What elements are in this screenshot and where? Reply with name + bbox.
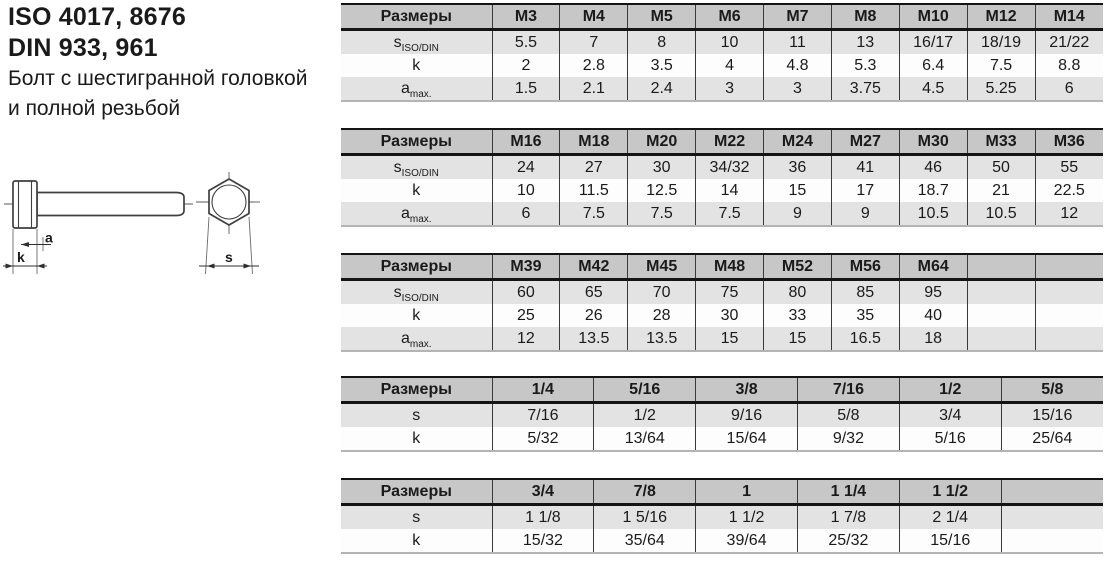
value-cell: 18.7	[899, 179, 967, 202]
value-cell: 1 7/8	[797, 505, 899, 530]
row-label-cell: $s_{ISO/DIN}$	[341, 155, 492, 180]
size-column-header: 1/4	[492, 377, 594, 403]
title-block	[8, 2, 307, 124]
value-cell: 1/2	[594, 403, 696, 428]
table-caption-cell: Размеры	[341, 4, 492, 30]
size-column-header: M22	[696, 129, 764, 155]
size-column-header: M3	[492, 4, 560, 30]
size-column-header: 1 1/4	[797, 479, 899, 505]
value-cell: 16.5	[831, 327, 899, 351]
value-cell: 35	[831, 304, 899, 327]
size-column-header: M16	[492, 129, 560, 155]
value-cell: 10	[696, 30, 764, 55]
row-label-cell: $a_{max.}$	[341, 202, 492, 226]
value-cell: 33	[764, 304, 832, 327]
value-cell	[1035, 304, 1103, 327]
value-cell: 14	[696, 179, 764, 202]
table-row	[341, 30, 1103, 55]
size-column-header: M8	[831, 4, 899, 30]
size-column-header: M6	[696, 4, 764, 30]
dimension-s-label: s	[225, 249, 233, 265]
value-cell: 3.75	[831, 77, 899, 101]
size-column-header: 3/4	[492, 479, 594, 505]
size-column-header	[1001, 479, 1103, 505]
dimension-k	[3, 249, 47, 269]
value-cell: 7.5	[628, 202, 696, 226]
value-cell: 16/17	[899, 30, 967, 55]
value-cell: 13	[831, 30, 899, 55]
value-cell: 1 1/8	[492, 505, 594, 530]
table-row	[341, 155, 1103, 180]
size-column-header: M45	[628, 254, 696, 280]
value-cell: 12	[1035, 202, 1103, 226]
value-cell: 18	[899, 327, 967, 351]
value-cell: 15/64	[696, 427, 798, 451]
value-cell: 80	[764, 280, 832, 305]
row-label-cell: $a_{max.}$	[341, 327, 492, 351]
value-cell: 21	[967, 179, 1035, 202]
size-column-header: 5/16	[594, 377, 696, 403]
value-cell: 3	[696, 77, 764, 101]
value-cell: 3	[764, 77, 832, 101]
dimension-k-label: k	[17, 249, 25, 265]
value-cell: 6	[492, 202, 560, 226]
value-cell: 15/32	[492, 529, 594, 553]
value-cell: 5/8	[797, 403, 899, 428]
value-cell: 5/32	[492, 427, 594, 451]
table-header-row	[341, 4, 1103, 30]
value-cell	[1035, 327, 1103, 351]
value-cell: 10.5	[967, 202, 1035, 226]
value-cell: 9	[764, 202, 832, 226]
value-cell: 3.5	[628, 54, 696, 77]
value-cell: 1 1/2	[696, 505, 798, 530]
value-cell	[967, 280, 1035, 305]
dimension-table	[341, 128, 1103, 227]
value-cell: 28	[628, 304, 696, 327]
size-column-header: 7/16	[797, 377, 899, 403]
value-cell: 25/64	[1001, 427, 1103, 451]
description-line-2: и полной резьбой	[8, 97, 181, 120]
row-label-cell: $s_{ISO/DIN}$	[341, 30, 492, 55]
value-cell: 27	[560, 155, 628, 180]
value-cell: 75	[696, 280, 764, 305]
value-cell: 15	[764, 179, 832, 202]
value-cell: 15	[696, 327, 764, 351]
size-column-header: M12	[967, 4, 1035, 30]
table-header-row	[341, 254, 1103, 280]
value-cell	[967, 304, 1035, 327]
row-label-cell: $a_{max.}$	[341, 77, 492, 101]
value-cell: 9/16	[696, 403, 798, 428]
value-cell: 10	[492, 179, 560, 202]
value-cell: 35/64	[594, 529, 696, 553]
value-cell: 13.5	[560, 327, 628, 351]
value-cell: 55	[1035, 155, 1103, 180]
table-caption-cell: Размеры	[341, 129, 492, 155]
value-cell: 30	[628, 155, 696, 180]
value-cell: 9/32	[797, 427, 899, 451]
value-cell: 3/4	[899, 403, 1001, 428]
size-column-header: M52	[764, 254, 832, 280]
size-column-header: M48	[696, 254, 764, 280]
size-column-header: 1/2	[899, 377, 1001, 403]
value-cell: 2.1	[560, 77, 628, 101]
value-cell: 95	[899, 280, 967, 305]
table-caption-cell: Размеры	[341, 254, 492, 280]
value-cell: 7/16	[492, 403, 594, 428]
value-cell: 4.5	[899, 77, 967, 101]
value-cell: 39/64	[696, 529, 798, 553]
value-cell: 18/19	[967, 30, 1035, 55]
value-cell: 2.8	[560, 54, 628, 77]
size-column-header: M30	[899, 129, 967, 155]
table-row	[341, 327, 1103, 351]
value-cell: 15	[764, 327, 832, 351]
size-column-header: M64	[899, 254, 967, 280]
value-cell: 7.5	[696, 202, 764, 226]
bolt-technical-drawing	[0, 170, 270, 315]
value-cell: 15/16	[1001, 403, 1103, 428]
row-label-cell: k	[341, 529, 492, 553]
value-cell	[1035, 280, 1103, 305]
table-header-row	[341, 129, 1103, 155]
dimension-table	[341, 3, 1103, 102]
description-line-1: Болт с шестигранной головкой	[8, 67, 308, 90]
standard-din: DIN 933, 961	[8, 34, 158, 62]
dimension-table	[341, 376, 1103, 452]
table-row	[341, 280, 1103, 305]
row-label-cell: k	[341, 54, 492, 77]
value-cell: 5.25	[967, 77, 1035, 101]
table-header-row	[341, 479, 1103, 505]
size-column-header: M10	[899, 4, 967, 30]
value-cell: 17	[831, 179, 899, 202]
value-cell: 24	[492, 155, 560, 180]
table-row	[341, 54, 1103, 77]
table-header-row	[341, 377, 1103, 403]
row-label-cell: s	[341, 505, 492, 530]
table-row	[341, 179, 1103, 202]
size-column-header: M5	[628, 4, 696, 30]
size-column-header: M4	[560, 4, 628, 30]
value-cell: 6.4	[899, 54, 967, 77]
bolt-drawing-svg	[0, 170, 270, 315]
size-column-header: 1	[696, 479, 798, 505]
size-column-header: M39	[492, 254, 560, 280]
value-cell: 5.5	[492, 30, 560, 55]
table-row	[341, 529, 1103, 553]
table-row	[341, 427, 1103, 451]
size-column-header: 7/8	[594, 479, 696, 505]
value-cell: 11	[764, 30, 832, 55]
table-row	[341, 77, 1103, 101]
value-cell: 7	[560, 30, 628, 55]
size-column-header	[967, 254, 1035, 280]
size-column-header: 5/8	[1001, 377, 1103, 403]
value-cell: 7.5	[560, 202, 628, 226]
dimension-table	[341, 478, 1103, 554]
value-cell	[1001, 505, 1103, 530]
value-cell: 85	[831, 280, 899, 305]
size-column-header: M14	[1035, 4, 1103, 30]
bolt-end-view	[196, 172, 262, 274]
size-column-header: M33	[967, 129, 1035, 155]
table-caption-cell: Размеры	[341, 479, 492, 505]
row-label-cell: s	[341, 403, 492, 428]
table-row	[341, 403, 1103, 428]
value-cell: 10.5	[899, 202, 967, 226]
value-cell: 34/32	[696, 155, 764, 180]
value-cell: 26	[560, 304, 628, 327]
value-cell: 12	[492, 327, 560, 351]
row-label-cell: k	[341, 427, 492, 451]
row-label-cell: k	[341, 179, 492, 202]
size-column-header: 1 1/2	[899, 479, 1001, 505]
value-cell: 11.5	[560, 179, 628, 202]
value-cell: 36	[764, 155, 832, 180]
size-column-header: M36	[1035, 129, 1103, 155]
size-column-header: 3/8	[696, 377, 798, 403]
value-cell: 70	[628, 280, 696, 305]
size-column-header: M20	[628, 129, 696, 155]
size-column-header: M27	[831, 129, 899, 155]
size-column-header: M18	[560, 129, 628, 155]
row-label-cell: k	[341, 304, 492, 327]
value-cell: 13.5	[628, 327, 696, 351]
value-cell	[967, 327, 1035, 351]
value-cell: 1.5	[492, 77, 560, 101]
row-label-cell: $s_{ISO/DIN}$	[341, 280, 492, 305]
value-cell: 8.8	[1035, 54, 1103, 77]
table-caption-cell: Размеры	[341, 377, 492, 403]
value-cell: 15/16	[899, 529, 1001, 553]
value-cell: 65	[560, 280, 628, 305]
value-cell: 2 1/4	[899, 505, 1001, 530]
value-cell: 5.3	[831, 54, 899, 77]
value-cell: 9	[831, 202, 899, 226]
value-cell: 25/32	[797, 529, 899, 553]
dimension-s	[199, 249, 259, 269]
value-cell: 40	[899, 304, 967, 327]
value-cell: 13/64	[594, 427, 696, 451]
value-cell: 30	[696, 304, 764, 327]
value-cell: 12.5	[628, 179, 696, 202]
value-cell: 46	[899, 155, 967, 180]
value-cell: 2	[492, 54, 560, 77]
size-column-header: M24	[764, 129, 832, 155]
value-cell: 21/22	[1035, 30, 1103, 55]
value-cell: 4.8	[764, 54, 832, 77]
dimension-table	[341, 253, 1103, 352]
size-column-header: M56	[831, 254, 899, 280]
value-cell	[1001, 529, 1103, 553]
value-cell: 6	[1035, 77, 1103, 101]
value-cell: 50	[967, 155, 1035, 180]
size-column-header: M7	[764, 4, 832, 30]
bolt-side-view	[3, 181, 196, 274]
value-cell: 2.4	[628, 77, 696, 101]
value-cell: 25	[492, 304, 560, 327]
size-column-header	[1035, 254, 1103, 280]
table-row	[341, 505, 1103, 530]
dimension-a-label: a	[45, 229, 53, 246]
value-cell: 5/16	[899, 427, 1001, 451]
value-cell: 4	[696, 54, 764, 77]
value-cell: 8	[628, 30, 696, 55]
value-cell: 1 5/16	[594, 505, 696, 530]
size-column-header: M42	[560, 254, 628, 280]
table-row	[341, 304, 1103, 327]
value-cell: 41	[831, 155, 899, 180]
standard-iso: ISO 4017, 8676	[8, 3, 186, 31]
value-cell: 22.5	[1035, 179, 1103, 202]
value-cell: 7.5	[967, 54, 1035, 77]
value-cell: 60	[492, 280, 560, 305]
table-row	[341, 202, 1103, 226]
